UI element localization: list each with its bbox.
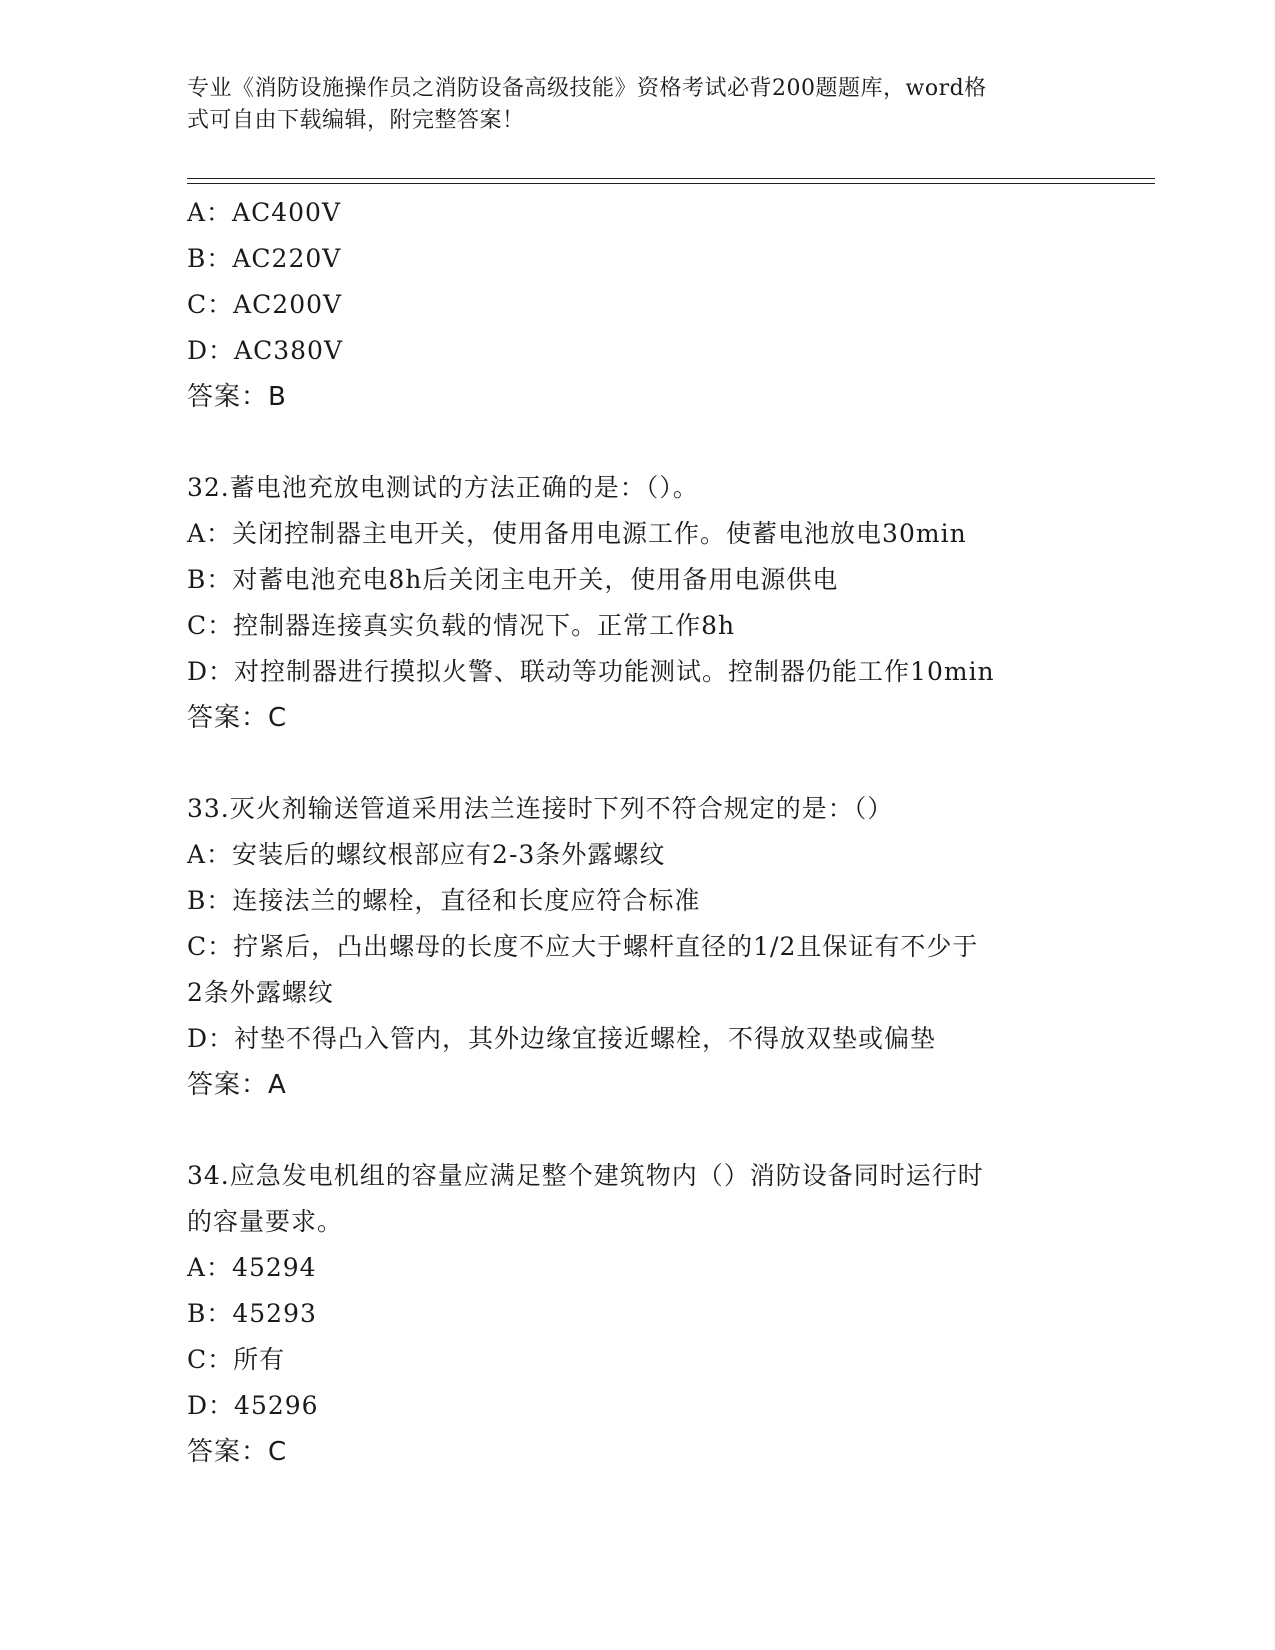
- question-text: 32.蓄电池充放电测试的方法正确的是：（）。: [187, 473, 699, 502]
- option-a: A：关闭控制器主电开关，使用备用电源工作。使蓄电池放电30min: [187, 519, 967, 548]
- option-b: B：连接法兰的螺栓，直径和长度应符合标准: [187, 886, 701, 915]
- header-divider-top: [187, 178, 1155, 179]
- header-line-2: 式可自由下载编辑，附完整答案！: [187, 108, 525, 133]
- option-c: C：控制器连接真实负载的情况下。正常工作8h: [187, 611, 736, 640]
- question-34: [187, 1153, 1087, 1475]
- question-content: [187, 190, 1087, 1475]
- question-text-continued: 的容量要求。: [187, 1207, 344, 1236]
- question-31: [187, 190, 1087, 420]
- option-c: C：拧紧后，凸出螺母的长度不应大于螺杆直径的1/2且保证有不少于: [187, 932, 979, 961]
- header-line-1: 专业《消防设施操作员之消防设备高级技能》资格考试必背200题题库，word格: [187, 76, 987, 101]
- question-33: [187, 786, 1087, 1108]
- question-text: 33.灭火剂输送管道采用法兰连接时下列不符合规定的是：（）: [187, 794, 894, 823]
- answer-line: 答案：B: [187, 382, 287, 412]
- option-c: C：所有: [187, 1345, 286, 1374]
- option-a: A：45294: [187, 1253, 317, 1282]
- option-c: C：AC200V: [187, 290, 343, 319]
- option-b: B：45293: [187, 1299, 317, 1328]
- option-d: D：衬垫不得凸入管内，其外边缘宜接近螺栓，不得放双垫或偏垫: [187, 1024, 937, 1053]
- spacer: [187, 1108, 1087, 1153]
- option-a: A：AC400V: [187, 198, 342, 227]
- question-32: [187, 465, 1087, 741]
- spacer: [187, 420, 1087, 465]
- answer-line: 答案：C: [187, 1437, 288, 1467]
- option-c-continued: 2条外露螺纹: [187, 978, 334, 1007]
- answer-line: 答案：C: [187, 703, 288, 733]
- option-b: B：AC220V: [187, 244, 342, 273]
- option-a: A：安装后的螺纹根部应有2-3条外露螺纹: [187, 840, 666, 869]
- option-d: D：对控制器进行摸拟火警、联动等功能测试。控制器仍能工作10min: [187, 657, 995, 686]
- question-text: 34.应急发电机组的容量应满足整个建筑物内（）消防设备同时运行时: [187, 1161, 984, 1190]
- option-d: D：45296: [187, 1391, 319, 1420]
- answer-line: 答案：A: [187, 1070, 287, 1100]
- spacer: [187, 741, 1087, 786]
- header-divider-bottom: [187, 183, 1155, 184]
- document-header: [187, 73, 1067, 137]
- option-b: B：对蓄电池充电8h后关闭主电开关，使用备用电源供电: [187, 565, 839, 594]
- option-d: D：AC380V: [187, 336, 343, 365]
